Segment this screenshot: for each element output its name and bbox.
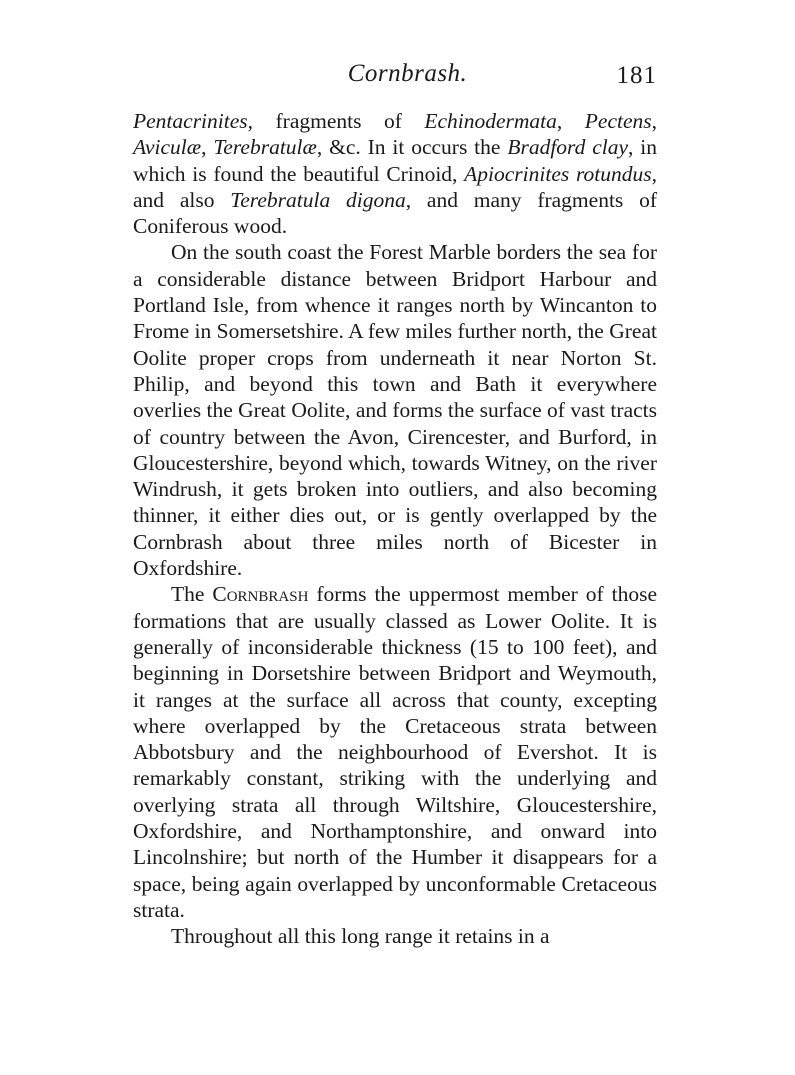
cornbrash-heading-term: Cornbrash [212, 582, 309, 607]
paragraph-cornbrash [133, 581, 657, 923]
paragraph-forest-marble: On the south coast the Forest Marble borders the sea for a considerable distance between Bridport Harbour and Portland Isle, from whence it ranges north by Wincanton to Frome in Somersetshire. A few miles further north, the Great Oolite proper crops from underneath it near Norton St. Philip, and beyond this town and Bath it everywhere overlies the Great Oolite, and forms the surface of vast tracts of country between the Avon, Cirencester, and Burford, in Gloucestershire, beyond which, towards Witney, on the river Windrush, it gets broken into outliers, and also becoming thinner, it either dies out, or is gently overlapped by the Cornbrash about three miles north of Bicester in Oxfordshire. [133, 240, 657, 581]
body-fragment: , fragments of [247, 109, 425, 133]
body-fragment: forms the uppermost member of those formations that are usually classed as Lower Oolite. It is generally of inconsiderable thickness (15 to 100 feet), and beginning in Dorsetshire between Bridport and Weymouth, it ranges at the surface all across that county, excepting where overlapped by the Cretaceous strata between Abbotsbury and the neighbourhood of Evershot. It is remarkably constant, striking with the underlying and overlying strata all through Wiltshire, Gloucestershire, Oxfordshire, and Northamptonshire, and onward into Lincolnshire; but north of the Humber it disappears for a space, being again overlapped by unconformable Cretaceous strata. [133, 582, 657, 922]
body-fragment: The [171, 582, 213, 607]
page-number: 181 [616, 62, 657, 89]
taxon-name: Apiocrinites rotundus [464, 161, 652, 186]
body-fragment: , in which is found the beautiful Crinoid, [133, 135, 657, 186]
body-fragment: , [651, 109, 657, 133]
body-fragment: , &c. In it occurs the [316, 135, 508, 160]
taxon-name: Echinodermata [424, 109, 557, 133]
body-fragment: , and also [133, 161, 657, 212]
body-fragment: , [556, 109, 585, 133]
body-fragment: , [201, 135, 214, 160]
taxon-name: Pentacrinites [133, 109, 248, 133]
taxon-name: Terebratula digona [230, 187, 406, 212]
body-fragment: , and many fragments of Coniferous wood. [133, 187, 657, 239]
body-text [133, 108, 657, 950]
formation-name: Bradford clay [507, 135, 629, 160]
taxon-name: Terebratulæ [213, 135, 317, 160]
running-title: Cornbrash. [347, 60, 468, 87]
taxon-name: Pectens [584, 109, 652, 133]
paragraph-range: Throughout all this long range it retains in a [171, 924, 550, 949]
paragraph-continued [133, 108, 657, 239]
taxon-name: Aviculæ [133, 135, 202, 160]
